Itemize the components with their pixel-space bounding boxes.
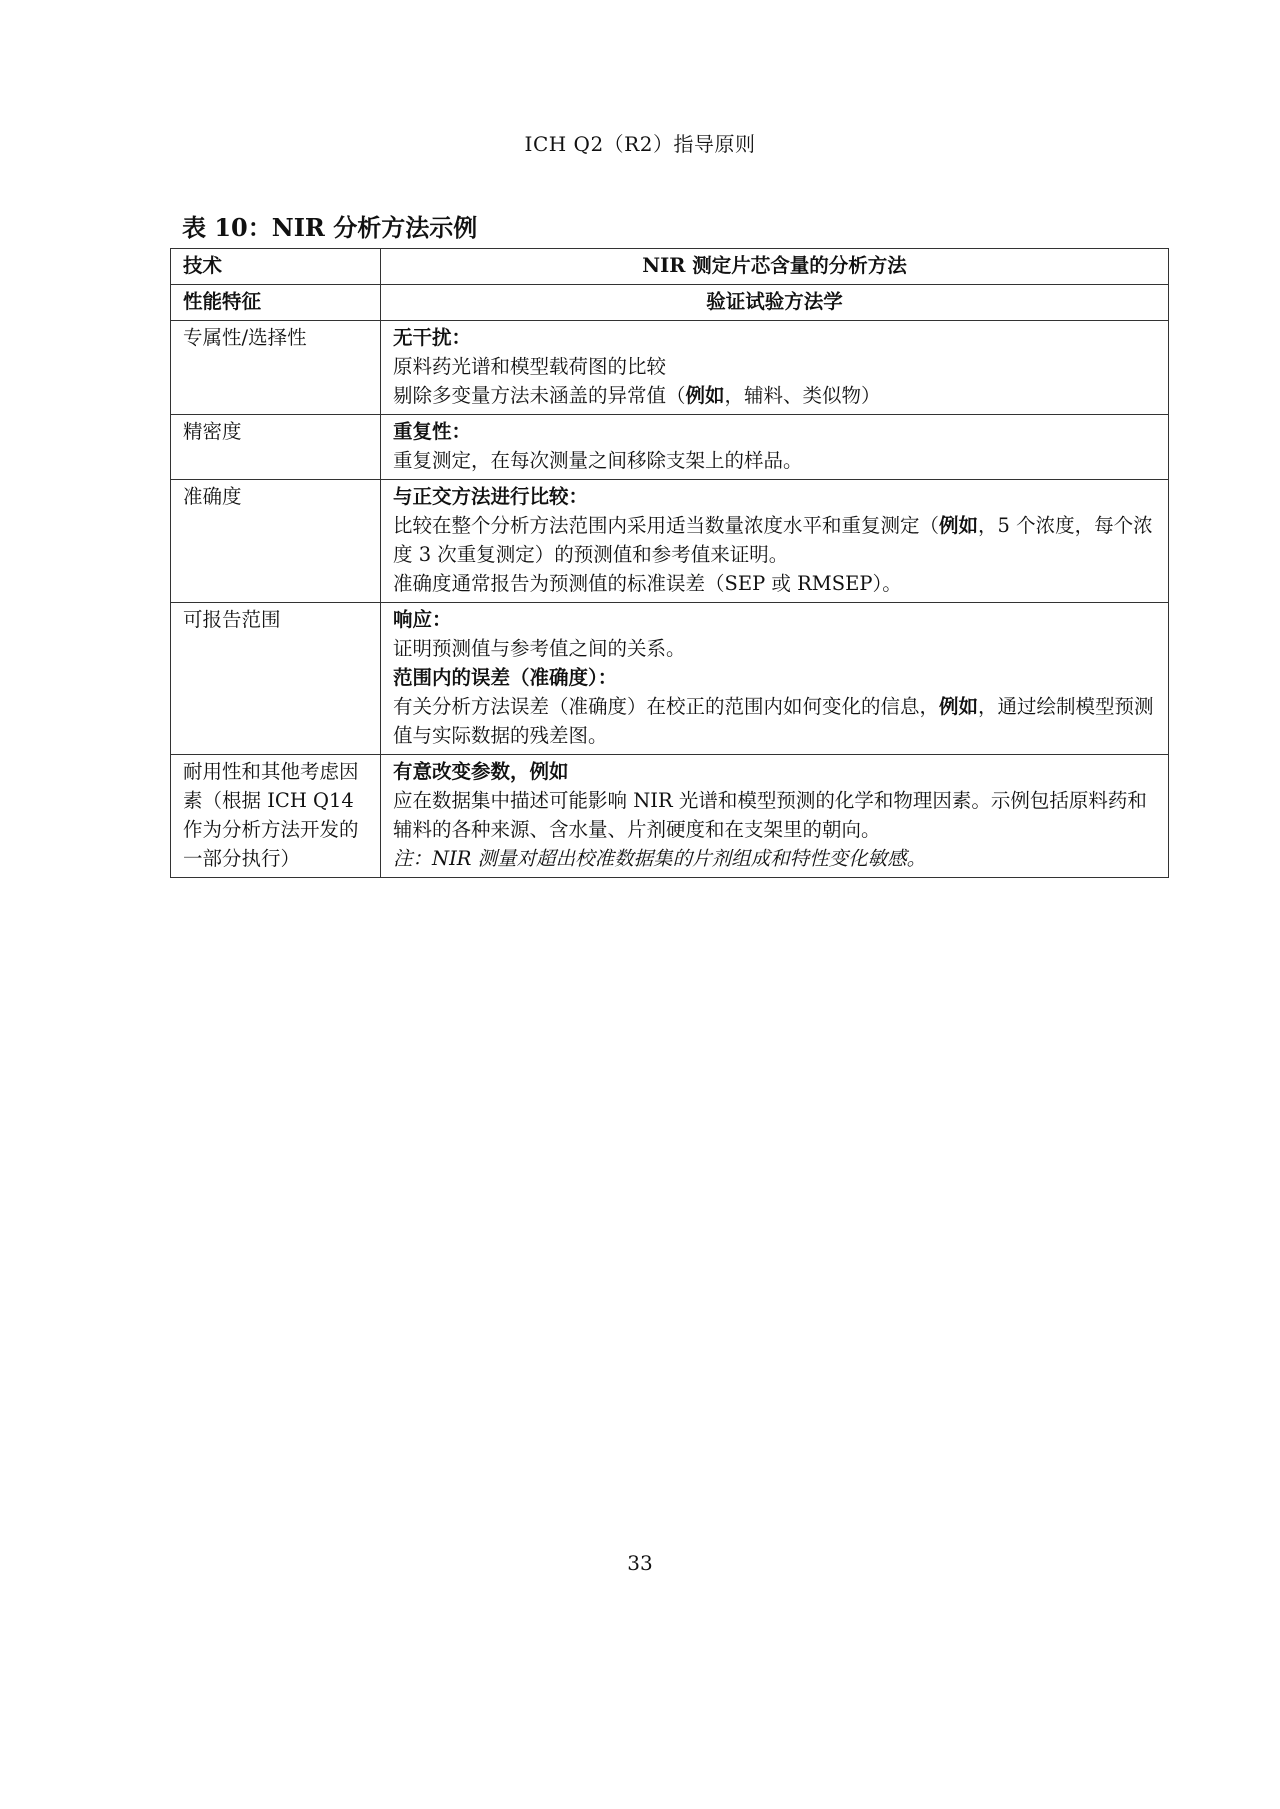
text-run: 有关分析方法误差（准确度）在校正的范围内如何变化的信息， [393,695,940,718]
methodology-subhead: 与正交方法进行比较： [393,485,589,508]
methodology-subhead: 有意改变参数，例如 [393,760,569,783]
characteristic-cell: 耐用性和其他考虑因素（根据 ICH Q14 作为分析方法开发的一部分执行） [171,755,381,878]
methodology-line: 应在数据集中描述可能影响 NIR 光谱和模型预测的化学和物理因素。示例包括原料药和辅料的各种来源、含水量、片剂硬度和在支架里的朝向。 [393,789,1147,841]
nir-method-table [170,248,1169,878]
emphasis-text: 例如 [939,514,979,537]
table-row [171,480,1169,603]
methodology-line: 证明预测值与参考值之间的关系。 [393,637,686,660]
table-row [171,755,1169,878]
methodology-line [393,511,1156,569]
text-run: 剔除多变量方法未涵盖的异常值（ [393,384,686,407]
methodology-subhead: 无干扰： [393,326,472,349]
characteristic-cell: 可报告范围 [171,603,381,755]
methodology-cell [381,603,1169,755]
methodology-subhead: 范围内的误差（准确度）： [393,666,618,689]
table-caption: 表 10：NIR 分析方法示例 [182,213,478,242]
methodology-cell [381,755,1169,878]
header-cell-characteristic-label: 性能特征 [171,285,381,321]
methodology-line [393,692,1156,750]
text-run: ，5 个浓度，每个浓度 3 次重复测定）的预测值和参考值来证明。 [393,514,1153,566]
page-number: 33 [627,1551,653,1575]
methodology-cell [381,321,1169,415]
emphasis-text: 例如 [939,695,979,718]
table-header-row-technique [171,249,1169,285]
header-cell-technique-value: NIR 测定片芯含量的分析方法 [381,249,1169,285]
text-run: ，通过绘制模型预测值与实际数据的残差图。 [393,695,1154,747]
table-row [171,321,1169,415]
methodology-line: 重复测定，在每次测量之间移除支架上的样品。 [393,449,803,472]
characteristic-cell: 精密度 [171,415,381,480]
methodology-line: 准确度通常报告为预测值的标准误差（SEP 或 RMSEP）。 [393,572,902,595]
running-header: ICH Q2（R2）指导原则 [524,132,756,156]
emphasis-text: 例如 [685,384,725,407]
header-cell-technique-label: 技术 [171,249,381,285]
table-row [171,415,1169,480]
characteristic-cell: 准确度 [171,480,381,603]
methodology-line [393,381,1156,410]
characteristic-cell: 专属性/选择性 [171,321,381,415]
methodology-cell [381,415,1169,480]
table-header-row-characteristic [171,285,1169,321]
methodology-subhead: 响应： [393,608,452,631]
methodology-cell [381,480,1169,603]
table-row [171,603,1169,755]
text-run: ，辅料、类似物） [724,384,881,407]
methodology-line: 原料药光谱和模型载荷图的比较 [393,355,667,378]
header-cell-methodology-label: 验证试验方法学 [381,285,1169,321]
methodology-subhead: 重复性： [393,420,472,443]
methodology-note: 注：NIR 测量对超出校准数据集的片剂组成和特性变化敏感。 [393,847,927,870]
text-run: 比较在整个分析方法范围内采用适当数量浓度水平和重复测定（ [393,514,940,537]
